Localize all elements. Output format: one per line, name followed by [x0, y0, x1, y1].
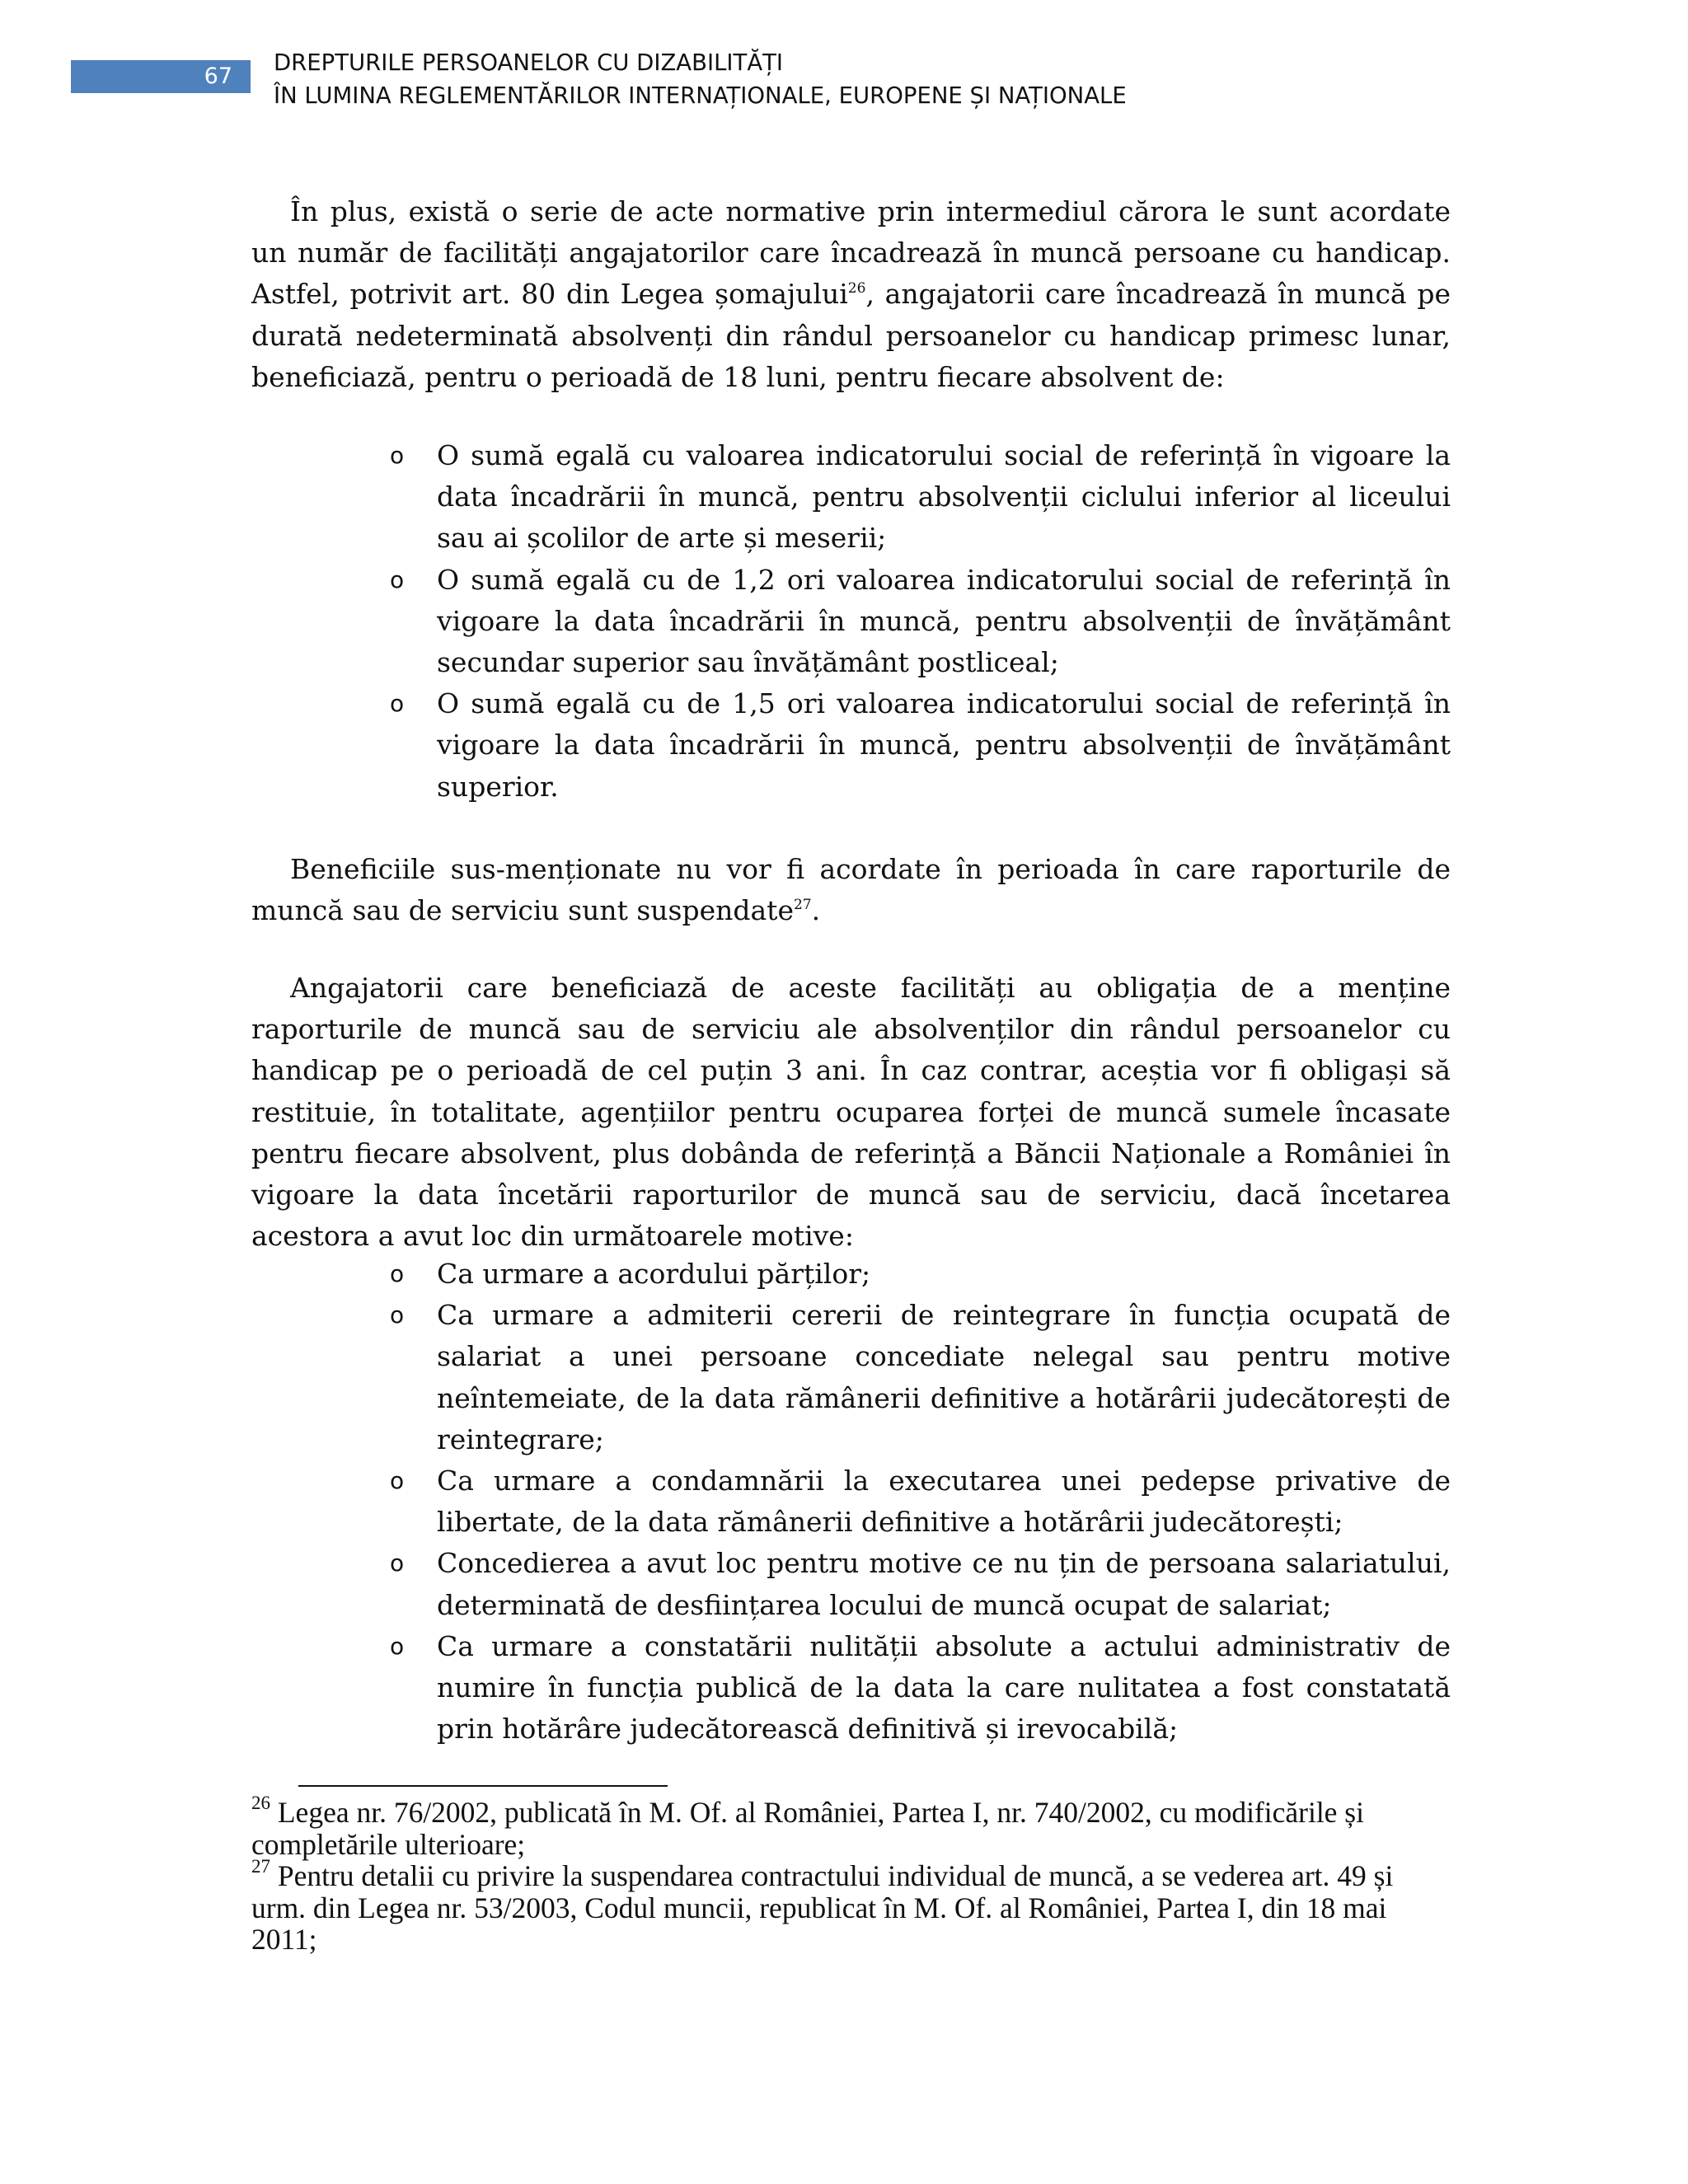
paragraph-suspension [251, 849, 1451, 931]
paragraph-employer-obligations [251, 968, 1451, 1257]
list-item-text: Ca urmare a constatării nulității absolute a actului administrativ de numire în funcția publică de la data la care nulitatea a fost constatată prin hotărâre judecătorească definitivă și irevocabilă; [437, 1629, 1451, 1746]
bullet-marker: o [390, 690, 405, 718]
list-item [390, 1460, 1451, 1543]
running-title-line-1: DREPTURILE PERSOANELOR CU DIZABILITĂȚI [274, 49, 784, 76]
benefit-amounts-list [390, 435, 1451, 808]
list-item [390, 560, 1451, 684]
paragraph-facilities-intro [251, 191, 1451, 398]
footnote-number: 26 [251, 1793, 270, 1813]
footnote-ref-27[interactable]: 27 [793, 897, 812, 914]
paragraph-text-part: . [811, 894, 821, 927]
list-item [390, 1543, 1451, 1625]
list-item [390, 1254, 1451, 1295]
paragraph-text-part: , angajatorii care încadrează în muncă pe durată nedeterminată absolvenți din rândul persoanelor cu handicap primesc lunar, beneficiază, pentru o perioadă de 18 luni, pentru fiecare absolvent de: [251, 278, 1451, 393]
footnote-text: Legea nr. 76/2002, publicată în M. Of. al României, Partea I, nr. 740/2002, cu modificările și completările ulterioare; [251, 1796, 1364, 1861]
list-item [390, 1295, 1451, 1460]
running-title [274, 46, 1127, 112]
list-item-text: Ca urmare a condamnării la executarea unei pedepse privative de libertate, de la data rămânerii definitive a hotărârii judecătorești; [437, 1465, 1451, 1539]
termination-reasons-list [390, 1254, 1451, 1750]
page-number: 67 [204, 63, 232, 89]
paragraph-text-part: Beneficiile sus-menționate nu vor fi acordate în perioada în care raporturile de muncă sau de serviciu sunt suspendate [251, 853, 1451, 927]
page-number-bar [71, 60, 251, 93]
list-item [390, 435, 1451, 560]
paragraph-text [251, 191, 1451, 398]
bullet-marker: o [390, 1549, 405, 1577]
list-item-text: O sumă egală cu valoarea indicatorului social de referință în vigoare la data încadrării în muncă, pentru absolvenții ciclului inferior al liceului sau ai școlilor de arte și meserii; [437, 439, 1451, 555]
paragraph-text: Angajatorii care beneficiază de aceste facilități au obligația de a menține raporturile de muncă sau de serviciu ale absolvenților din rândul persoanelor cu handicap pe o perioadă de cel puțin 3 ani. În caz contrar, aceștia vor fi obligași să restituie, în totalitate, agențiilor pentru ocuparea forței de muncă sumele încasate pentru fiecare absolvent, plus dobânda de referință a Băncii Naționale a României în vigoare la data încetării raporturilor de muncă sau de serviciu, dacă încetarea acestora a avut loc din următoarele motive: [251, 972, 1451, 1253]
footnote-text: Pentru detalii cu privire la suspendarea contractului individual de muncă, a se vederea art. 49 și urm. din Legea nr. 53/2003, Codul muncii, republicat în M. Of. al României, Partea I, din 18 mai 2011; [251, 1859, 1394, 1956]
paragraph-text-part: În plus, există o serie de acte normative prin intermediul cărora le sunt acordate un număr de facilități angajatorilor care încadrează în muncă persoane cu handicap. Astfel, potrivit art. 80 din Legea șomajului [251, 195, 1451, 311]
footnote-separator [298, 1785, 668, 1787]
footnote-ref-26[interactable]: 26 [847, 280, 866, 298]
bullet-marker: o [390, 1632, 405, 1660]
bullet-marker: o [390, 1260, 405, 1287]
bullet-marker: o [390, 442, 405, 469]
list-item-text: Ca urmare a acordului părților; [437, 1258, 871, 1290]
paragraph-text [251, 849, 1451, 931]
list-item-text: Ca urmare a admiterii cererii de reintegrare în funcția ocupată de salariat a unei persoane concediate nelegal sau pentru motive neîntemeiate, de la data rămânerii definitive a hotărârii judecătorești de reintegrare; [437, 1299, 1451, 1455]
list-item-text: O sumă egală cu de 1,2 ori valoarea indicatorului social de referință în vigoare la data încadrării în muncă, pentru absolvenții de învățământ secundar superior sau învățământ postliceal; [437, 563, 1451, 679]
footnote-27 [251, 1856, 1451, 1956]
list-item-text: Concedierea a avut loc pentru motive ce nu țin de persoana salariatului, determinată de desființarea locului de muncă ocupat de salariat; [437, 1547, 1451, 1621]
footnotes [251, 1793, 1451, 1956]
list-item [390, 683, 1451, 808]
footnote-26 [251, 1793, 1451, 1861]
bullet-marker: o [390, 565, 405, 593]
bullet-marker: o [390, 1301, 405, 1329]
footnote-number: 27 [251, 1856, 270, 1877]
list-item-text: O sumă egală cu de 1,5 ori valoarea indicatorului social de referință în vigoare la data încadrării în muncă, pentru absolvenții de învățământ superior. [437, 687, 1451, 803]
running-title-line-2: ÎN LUMINA REGLEMENTĂRILOR INTERNAȚIONALE, EUROPENE ȘI NAȚIONALE [274, 82, 1127, 109]
list-item [390, 1626, 1451, 1750]
bullet-marker: o [390, 1467, 405, 1495]
